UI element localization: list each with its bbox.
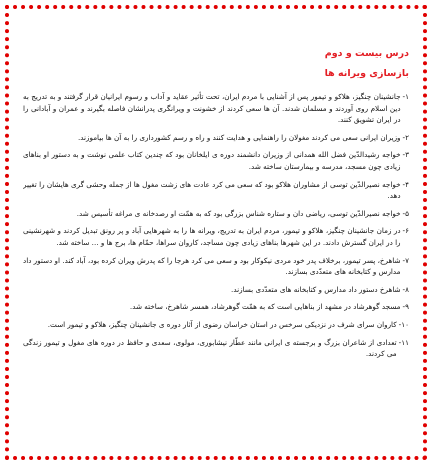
- item-number: ۷-: [402, 255, 409, 265]
- list-item: [23, 179, 409, 202]
- item-text: خواجه نصیرالدّین توسی از مشاوران هلاکو بود که سعی می کرد عادت های زشت مغول ها از جمله وحشی گری هایشان را تغییر دهد.: [23, 179, 401, 201]
- item-text: تعدادی از شاعران بزرگ و برجسته ی ایرانی مانند عطّار نیشابوری، مولوی، سعدی و حافظ در دوره های مغول و تیمور زندگی می کردند.: [23, 337, 397, 359]
- list-item: [23, 319, 409, 331]
- item-number: ۵-: [402, 208, 409, 218]
- list-item: [23, 337, 409, 360]
- item-number: ۴-: [402, 179, 409, 189]
- item-number: ۹-: [402, 302, 409, 312]
- item-text: شاهرخ، پسر تیمور، برخلاف پدر خود مردی نیکوکار بود و سعی می کرد هرجا را که پدرش ویران کرده بود، آباد کند. او دستور داد مدارس و کتابخانه های متعدّدی بسازند.: [23, 255, 401, 277]
- list-item: [23, 255, 409, 278]
- list-item: [23, 132, 409, 144]
- list-item: [23, 225, 409, 248]
- lesson-subtitle: بازسازی ویرانه ها: [324, 68, 409, 79]
- item-text: در زمان جانشینان چنگیز، هلاکو و تیمور، مردم ایران به تدریج، ویرانه ها را به شهرهایی آباد و پر رونق تبدیل کردند و شهرنشینی را در ایران گسترش دادند. در این شهرها بناهای زیادی چون مساجد، کاروان سراها، حمّام ها، برج ها و ... ساخته شد.: [23, 226, 401, 247]
- item-number: ۳-: [402, 150, 409, 160]
- dotted-page-border: [5, 5, 427, 460]
- list-item: [23, 91, 409, 126]
- item-text: خواجه نصیرالدّین توسی، ریاضی دان و ستاره شناس بزرگی بود که به همّت او رصدخانه ی مراغه تأسیس شد.: [76, 208, 401, 218]
- list-item: [23, 301, 409, 313]
- item-text: جانشینان چنگیز، هلاکو و تیمور پس از آشنایی با مردم ایران، تحت تأثیر عقاید و آداب و رسوم ایرانیان قرار گرفتند و به تدریج به دین اسلام روی آوردند و مسلمان شدند. آن ها سعی کردند از خشونت و ویرانگری پدرانشان فاصله بگیرند و عمران و آبادانی را در ایران تشویق کنند.: [23, 92, 401, 125]
- item-number: ۱۱-: [398, 337, 409, 347]
- list-item: [23, 284, 409, 296]
- item-number: ۲-: [402, 132, 409, 142]
- item-number: ۱-: [402, 92, 409, 101]
- lesson-title: درس بیست و دوم: [324, 48, 409, 59]
- item-text: کاروان سرای شرف در نزدیکی سرخس در استان خراسان رضوی از آثار دوره ی جانشینان چنگیز، هلاکو و تیمور است.: [47, 319, 397, 329]
- lesson-content: [23, 47, 409, 450]
- item-number: ۱۰-: [398, 319, 409, 329]
- list-item: [23, 149, 409, 172]
- item-number: ۸-: [402, 284, 409, 294]
- item-text: خواجه رشیدالدّین فضل الله همدانی از وزیران دانشمند دوره ی ایلخانان بود که چندین کتاب علمی نوشت و به دستور او بناهای زیادی چون مسجد، مدرسه و بیمارستان ساخته شد.: [23, 150, 401, 171]
- list-item: [23, 208, 409, 220]
- item-number: ۶-: [402, 226, 409, 236]
- item-text: مسجد گوهرشاد در مشهد از بناهایی است که به همّت گوهرشاد، همسر شاهرخ، ساخته شد.: [129, 302, 401, 312]
- item-text: شاهرخ دستور داد مدارس و کتابخانه های متعدّدی بسازند.: [231, 284, 401, 294]
- item-text: وزیران ایرانی سعی می کردند مغولان را راهنمایی و هدایت کنند و راه و رسم کشورداری را به آن ها بیاموزند.: [77, 132, 401, 142]
